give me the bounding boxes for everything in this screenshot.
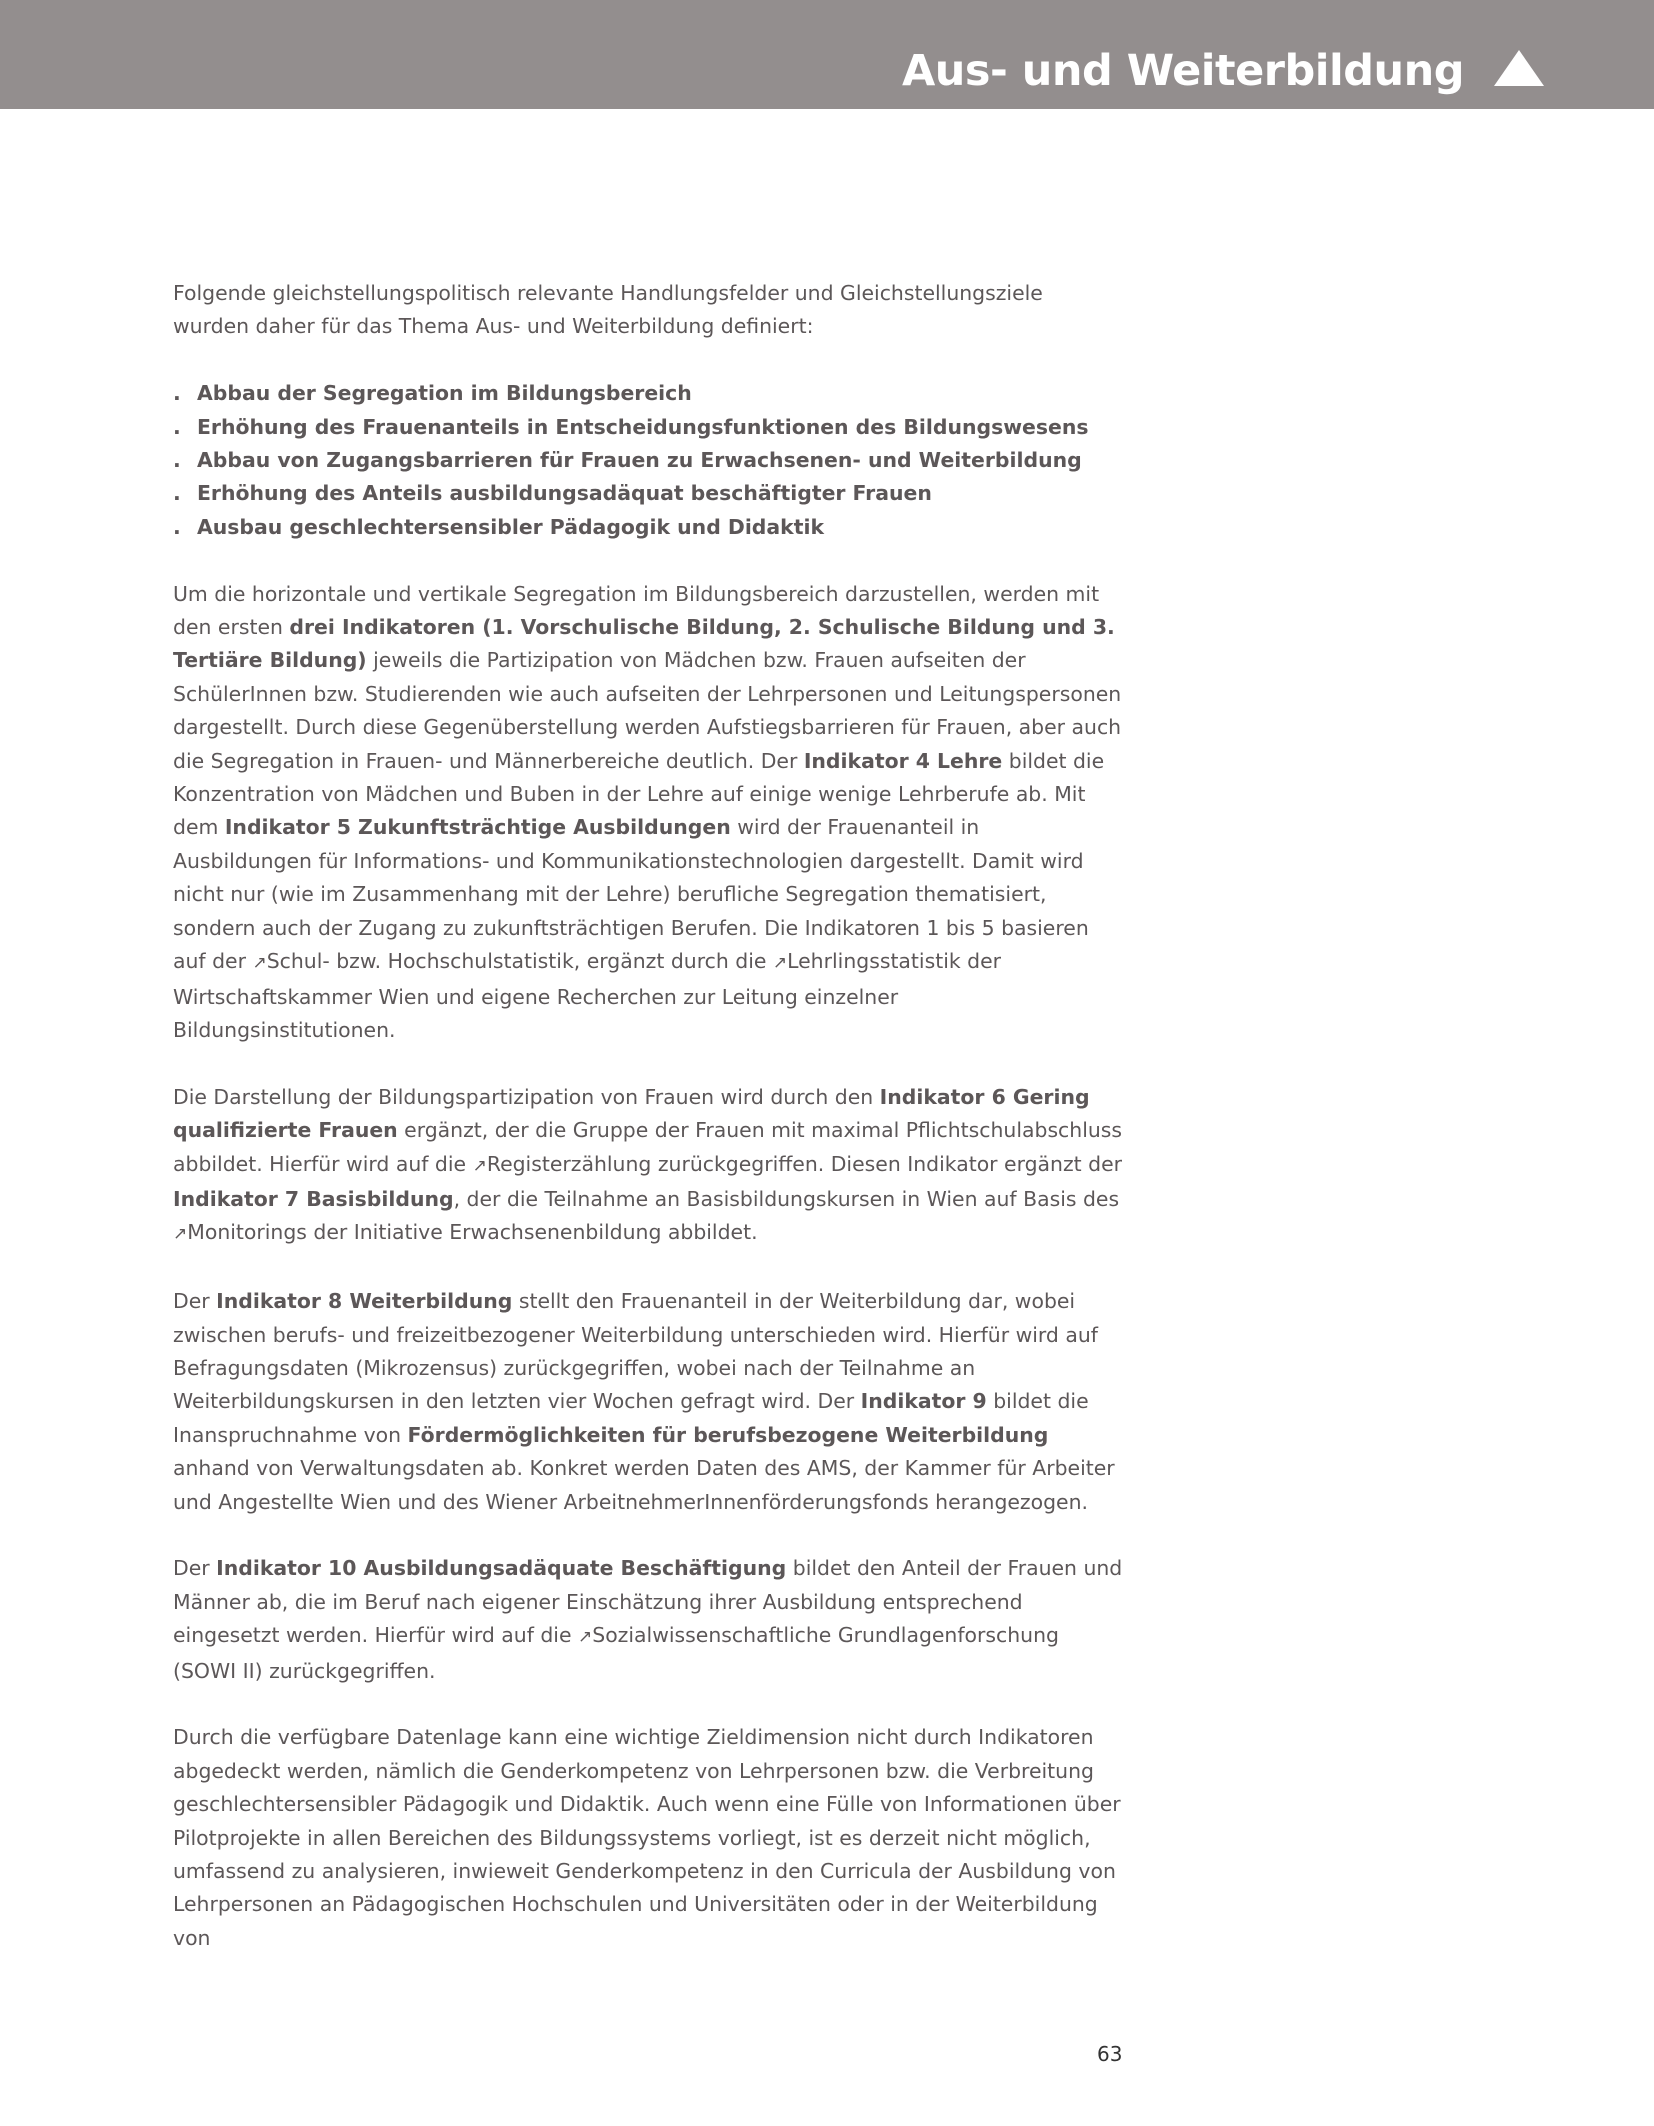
indicator-label: Indikator 9 bbox=[860, 1389, 987, 1414]
goal-text: Erhöhung des Frauenanteils in Entscheidungsfunktionen des Bildungswesens bbox=[197, 414, 1089, 439]
section-title: Aus- und Weiterbildung bbox=[901, 46, 1464, 96]
text-run: Sozialwissenschaftliche Grundlagenforschung (SOWI II) zurückgegriffen. bbox=[173, 1623, 1059, 1683]
reference-arrow-icon: ↗ bbox=[578, 1627, 593, 1648]
data-gap-paragraph: Durch die verfügbare Datenlage kann eine wichtige Zieldimension nicht durch Indikatoren abgedeckt werden, nämlich die Genderkompetenz von Lehrpersonen bzw. die Verbreitung geschlechtersensibler Pädagogik und Didaktik. Auch wenn eine Fülle von Informationen über Pilotprojekte in allen Bereichen des Bildungssystems vorliegt, ist es derzeit nicht möglich, umfassend zu analysieren, inwieweit Genderkompetenz in den Curricula der Ausbildung von Lehrpersonen an Pädagogischen Hochschulen und Universitäten oder in der Weiterbildung von bbox=[173, 1725, 1121, 1950]
indicator-label: drei Indikatoren (1. Vorschulische Bildung, 2. Schulische Bildung und 3. Tertiäre Bildung) bbox=[173, 615, 1115, 673]
reference-arrow-icon: ↗ bbox=[472, 1155, 487, 1176]
triangle-up-icon bbox=[1494, 50, 1544, 86]
text-run: bildet den Anteil der Frauen und Männer ab, die im Beruf nach eigener Einschätzung ihrer Ausbildung entsprechend eingesetzt werden. Hierfür wird auf die bbox=[173, 1556, 1123, 1648]
text-run: Der bbox=[173, 1289, 217, 1314]
text-run: Um die horizontale und vertikale Segregation im Bildungsbereich darzustellen, werden mit den ersten bbox=[173, 581, 1100, 640]
text-run: stellt den Frauenanteil in der Weiterbildung dar, wobei zwischen berufs- und freizeitbezogener Weiterbildung unterschieden wird. Hierfür wird auf Befragungsdaten (Mikrozensus) zurückgegriffen, wobei nach der Teilnahme an Weiterbildungskursen in den letzten vier Wochen gefragt wird. Der bbox=[173, 1289, 1098, 1414]
employment-paragraph bbox=[173, 1552, 1123, 1688]
page-number: 63 bbox=[1097, 2042, 1123, 2066]
text-run: bildet die Konzentration von Mädchen und Buben in der Lehre auf einige wenige Lehrberufe ab. Mit dem bbox=[173, 748, 1105, 840]
list-item bbox=[173, 411, 1123, 444]
intro-paragraph: Folgende gleichstellungspolitisch relevante Handlungsfelder und Gleichstellungsziele wurden daher für das Thema Aus- und Weiterbildung definiert: bbox=[173, 281, 1043, 339]
indicator-label: Indikator 6 Gering qualifizierte Frauen bbox=[173, 1084, 1090, 1143]
goal-text: Ausbau geschlechtersensibler Pädagogik und Didaktik bbox=[197, 514, 825, 539]
text-run: , der die Teilnahme an Basisbildungskursen in Wien auf Basis des bbox=[453, 1186, 1120, 1211]
list-item bbox=[173, 511, 1123, 544]
text-run: Die Darstellung der Bildungspartizipation von Frauen wird durch den bbox=[173, 1084, 880, 1109]
indicator-label: Indikator 4 Lehre bbox=[803, 748, 1003, 773]
segregation-paragraph bbox=[173, 578, 1123, 1048]
indicator-label: Fördermöglichkeiten für berufsbezogene Weiterbildung bbox=[407, 1422, 1049, 1447]
bullet: . bbox=[173, 448, 181, 473]
indicator-label: Indikator 8 Weiterbildung bbox=[216, 1289, 513, 1314]
goal-text: Erhöhung des Anteils ausbildungsadäquat beschäftigter Frauen bbox=[197, 481, 932, 506]
text-run: anhand von Verwaltungsdaten ab. Konkret werden Daten des AMS, der Kammer für Arbeiter und Angestellte Wien und des Wiener ArbeitnehmerInnenförderungsfonds herangezogen. bbox=[173, 1456, 1115, 1514]
list-item bbox=[173, 444, 1123, 477]
bullet: . bbox=[173, 514, 181, 539]
list-item bbox=[173, 477, 1123, 510]
header-bar bbox=[0, 0, 1654, 109]
indicator-label: Indikator 10 Ausbildungsadäquate Beschäftigung bbox=[216, 1556, 787, 1581]
text-run: jeweils die Partizipation von Mädchen bzw. Frauen aufseiten der SchülerInnen bzw. Studierenden wie auch aufseiten der Lehrpersonen und Leitungspersonen dargestellt. Durch diese Gegenüberstellung werden Aufstiegsbarrieren für Frauen, aber auch die Segregation in Frauen- und Männerbereiche deutlich. Der bbox=[173, 648, 1122, 773]
bullet: . bbox=[173, 481, 181, 506]
goal-list bbox=[173, 377, 1123, 544]
text-run: Registerzählung zurückgegriffen. Diesen Indikator ergänzt der bbox=[486, 1151, 1123, 1176]
reference-arrow-icon: ↗ bbox=[173, 1224, 188, 1245]
text-run: Lehrlingsstatistik der Wirtschaftskammer Wien und eigene Recherchen zur Leitung einzelner Bildungsinstitutionen. bbox=[173, 949, 1002, 1042]
list-item bbox=[173, 377, 1123, 410]
indicator-label: Indikator 7 Basisbildung bbox=[173, 1186, 454, 1211]
bullet: . bbox=[173, 381, 181, 406]
text-run: ergänzt, der die Gruppe der Frauen mit maximal Pflichtschulabschluss abbildet. Hierfür wird auf die bbox=[173, 1118, 1123, 1176]
reference-arrow-icon: ↗ bbox=[772, 953, 788, 974]
indicator-label: Indikator 5 Zukunftsträchtige Ausbildungen bbox=[224, 815, 731, 840]
text-run: wird der Frauenanteil in Ausbildungen für Informations- und Kommunikationstechnologien dargestellt. Damit wird nicht nur (wie im Zusammenhang mit der Lehre) berufliche Segregation thematisiert, sondern auch der Zugang zu zukunftsträchtigen Berufen. Die Indikatoren 1 bis 5 basieren auf der bbox=[173, 815, 1089, 974]
bullet: . bbox=[173, 414, 181, 439]
goal-text: Abbau der Segregation im Bildungsbereich bbox=[197, 381, 692, 406]
weiterbildung-paragraph bbox=[173, 1285, 1123, 1519]
text-run: Schul- bzw. Hochschulstatistik, ergänzt durch die bbox=[266, 949, 773, 974]
reference-arrow-icon: ↗ bbox=[252, 953, 267, 974]
text-run: Monitorings der Initiative Erwachsenenbildung abbildet. bbox=[187, 1220, 758, 1245]
body-text bbox=[173, 277, 1123, 1989]
goal-text: Abbau von Zugangsbarrieren für Frauen zu Erwachsenen- und Weiterbildung bbox=[197, 448, 1082, 473]
text-run: Der bbox=[173, 1556, 217, 1581]
participation-paragraph bbox=[173, 1081, 1123, 1252]
text-run: bildet die Inanspruchnahme von bbox=[173, 1389, 1089, 1447]
